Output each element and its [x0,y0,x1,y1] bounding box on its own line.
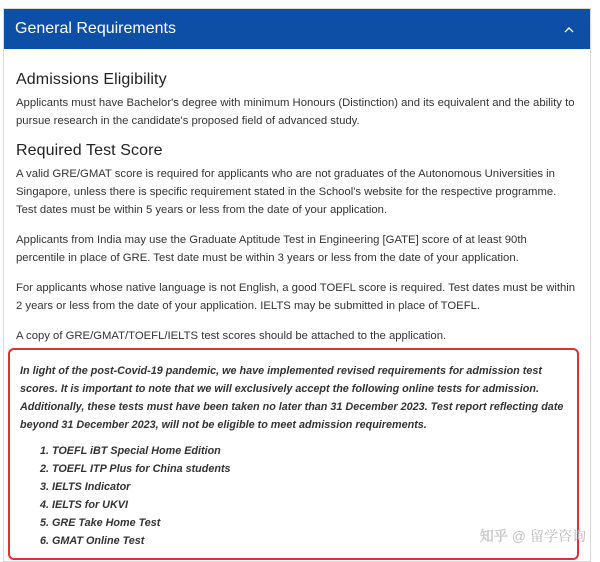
list-item: 4. IELTS for UKVI [52,496,567,514]
watermark [480,526,586,546]
list-item: 3. IELTS Indicator [52,478,567,496]
required-test-score-heading: Required Test Score [16,142,163,159]
list-item: 1. TOEFL iBT Special Home Edition [52,442,567,460]
admissions-eligibility-text: Applicants must have Bachelor's degree with minimum Honours (Distinction) and its equivalent and the ability to pursue research in the candidate's proposed field of advanced study. [16,97,575,127]
gate-paragraph: Applicants from India may use the Graduate Aptitude Test in Engineering [GATE] score of at least 90th percentile in place of GRE. Test date must be within 3 years or less from the date of your application. [16,234,527,264]
toefl-paragraph: For applicants whose native language is not English, a good TOEFL score is required. Test dates must be within 2 years or less from the date of your application. IELTS may be submitted in place of TOEFL. [16,282,576,312]
watermark-account: 留学咨询 [530,528,586,544]
gre-gmat-paragraph: A valid GRE/GMAT score is required for applicants who are not graduates of the Autonomous Universities in Singapore, unless there is specific requirement stated in the School's website for the respective programme. Test dates must be within 5 years or less from the date of your application. [16,168,557,216]
list-item: 6. GMAT Online Test [52,532,567,550]
panel-body [4,49,590,345]
list-item: 5. GRE Take Home Test [52,514,567,532]
panel-header[interactable] [4,9,590,49]
general-requirements-panel [3,8,591,562]
covid-notice-text: In light of the post-Covid-19 pandemic, we have implemented revised requirements for admission test scores. It is important to note that we will exclusively accept the following online tests for admission. Additionally, these tests must have been taken no later than 31 December 2023. Test report reflecting date beyond 31 December 2023, will not be eligible to meet admission requirements. [20,365,564,431]
panel-title: General Requirements [15,20,176,37]
list-item: 2. TOEFL ITP Plus for China students [52,460,567,478]
watermark-at: @ [511,528,526,544]
chevron-up-icon[interactable] [562,22,576,36]
watermark-brand: 知乎 [479,528,508,544]
attachment-paragraph: A copy of GRE/GMAT/TOEFL/IELTS test scores should be attached to the application. [16,330,447,342]
admissions-eligibility-heading: Admissions Eligibility [16,71,167,88]
